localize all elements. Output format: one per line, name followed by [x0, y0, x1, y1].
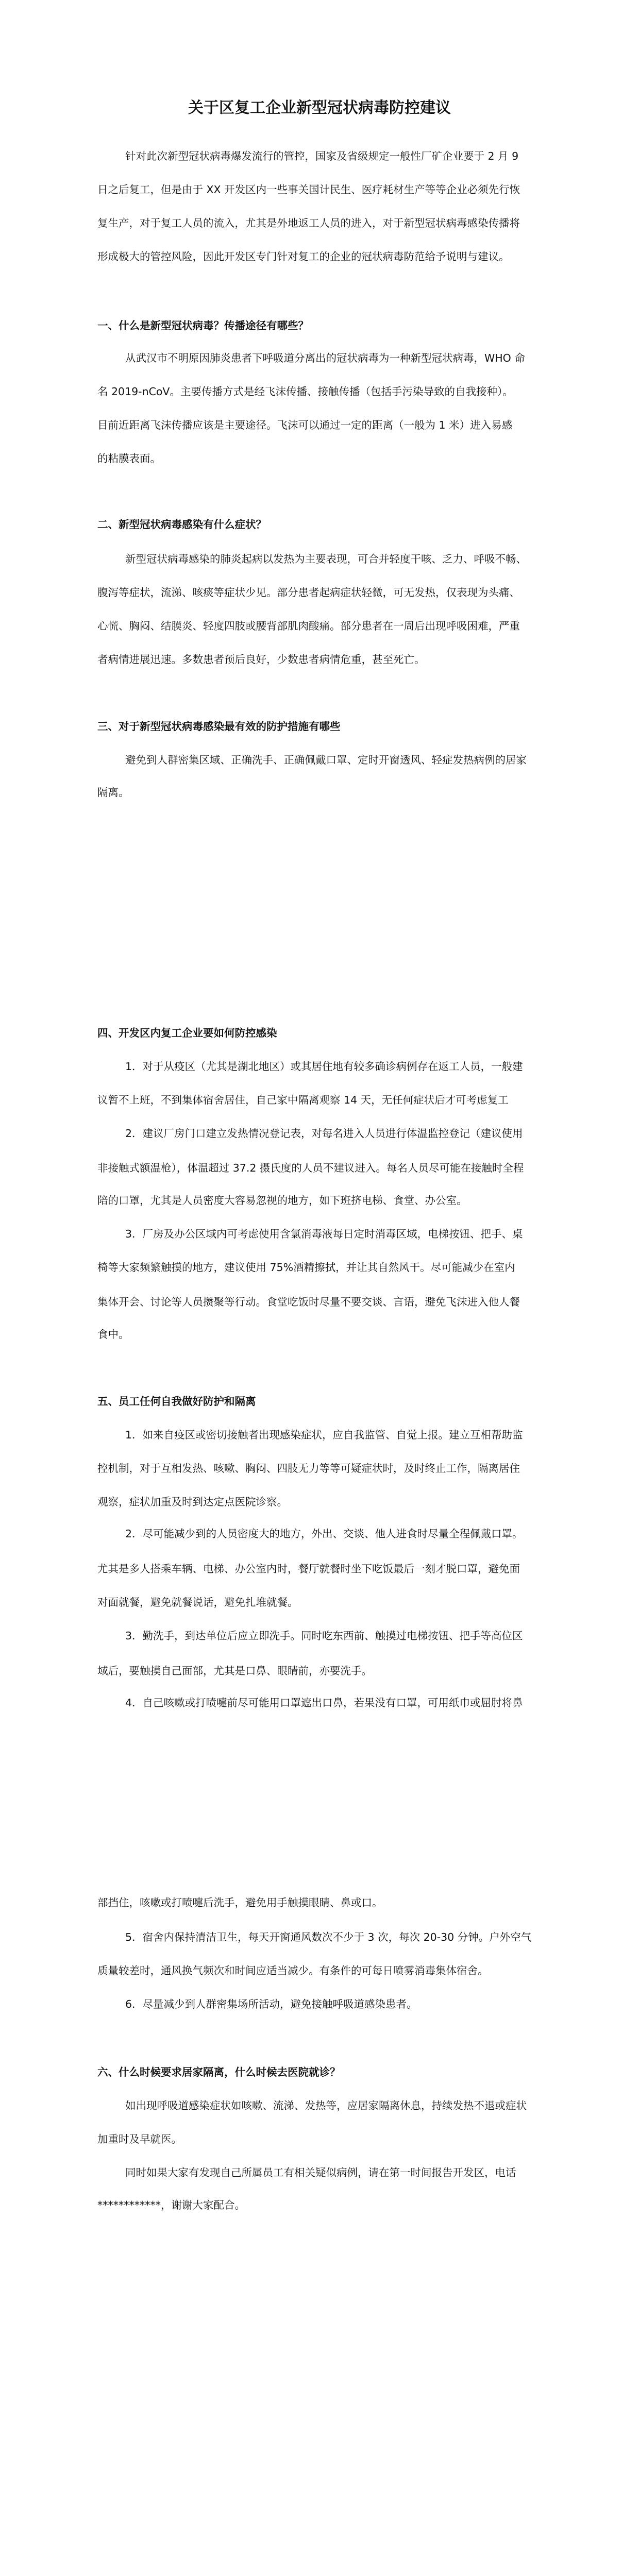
paragraph-line: 如出现呼吸道感染症状如咳嗽、流涕、发热等，应居家隔离休息，持续发热不退或症状 [125, 2099, 527, 2112]
intro-line: 形成极大的管控风险，因此开发区专门针对复工的企业的冠状病毒防范给予说明与建议。 [97, 250, 510, 263]
list-item-line: 6．尽量减少到人群密集场所活动，避免接触呼吸道感染患者。 [125, 1998, 417, 2010]
intro-line: 复生产，对于复工人员的流入，尤其是外地返工人员的进入，对于新型冠状病毒感染传播将 [97, 217, 520, 229]
list-item-line: 3．厂房及办公区域内可考虑使用含氯消毒液每日定时消毒区域，电梯按钮、把手、桌 [125, 1228, 523, 1240]
paragraph-line: 腹泻等症状，流涕、咳痰等症状少见。部分患者起病症状轻微，可无发热，仅表现为头痛、 [97, 586, 520, 599]
list-item-line: 1．对于从疫区（尤其是湖北地区）或其居住地有较多确诊病例存在返工人员，一般建 [125, 1060, 523, 1073]
list-item-line: 4．自己咳嗽或打喷嚏前尽可能用口罩遮出口鼻，若果没有口罩，可用纸巾或屈肘将鼻 [125, 1697, 523, 1709]
list-item-line: 集体开会、讨论等人员攒聚等行动。食堂吃饭时尽量不要交谈、言语，避免飞沫进入他人餐 [97, 1296, 520, 1308]
paragraph-line: 新型冠状病毒感染的肺炎起病以发热为主要表现，可合并轻度干咳、乏力、呼吸不畅、 [125, 553, 527, 565]
section-heading-1: 一、什么是新型冠状病毒？传播途径有哪些？ [97, 319, 309, 332]
list-item-line: 3．勤洗手，到达单位后应立即洗手。同时吃东西前、触摸过电梯按钮、把手等高位区 [125, 1630, 523, 1642]
list-item-line: 1．如来自疫区或密切接触者出现感染症状，应自我监管、自觉上报。建立互相帮助监 [125, 1429, 523, 1441]
document-title: 关于区复工企业新型冠状病毒防控建议 [188, 99, 451, 117]
paragraph-line: 名 2019-nCoV。主要传播方式是经飞沫传播、接触传播（包括手污染导致的自我接种）。 [97, 385, 513, 398]
list-item-line: 观察，症状加重及时到达定点医院诊察。 [97, 1496, 288, 1508]
paragraph-line: 加重时及早就医。 [97, 2133, 182, 2145]
list-item-line: 部挡住，咳嗽或打喷嚏后洗手，避免用手触摸眼睛、鼻或口。 [97, 1896, 383, 1909]
section-heading-6: 六、什么时候要求居家隔离，什么时候去医院就诊？ [97, 2066, 341, 2078]
list-item-line: 议暂不上班，不到集体宿舍居住，自己家中隔离观察 14 天，无任何症状后才可考虑复工 [97, 1094, 509, 1106]
paragraph-line: 目前近距离飞沫传播应该是主要途径。飞沫可以通过一定的距离（一般为 1 米）进入易感 [97, 419, 513, 431]
paragraph-line: 的粘膜表面。 [97, 452, 161, 465]
list-item-line: 质量较差时，通风换气频次和时间应适当减少。有条件的可每日喷雾消毒集体宿舍。 [97, 1964, 489, 1977]
section-heading-3: 三、对于新型冠状病毒感染最有效的防护措施有哪些 [97, 720, 341, 733]
paragraph-line: 者病情进展迅速。多数患者预后良好，少数患者病情危重，甚至死亡。 [97, 653, 425, 666]
list-item-line: 陪的口罩，尤其是人员密度大容易忽视的地方，如下班挤电梯、食堂、办公室。 [97, 1194, 467, 1207]
list-item-line: 域后，要触摸自己面部，尤其是口鼻、眼睛前，亦要洗手。 [97, 1665, 372, 1677]
section-heading-4: 四、开发区内复工企业要如何防控感染 [97, 1027, 277, 1039]
paragraph-line: 同时如果大家有发现自己所属员工有相关疑似病例，请在第一时间报告开发区，电话 [125, 2166, 516, 2179]
paragraph-line: 隔离。 [97, 786, 129, 799]
list-item-line: 2．尽可能减少到的人员密度大的地方，外出、交谈、他人进食时尽量全程佩戴口罩。 [125, 1528, 523, 1540]
paragraph-line: 避免到人群密集区域、正确洗手、正确佩戴口罩、定时开窗透风、轻症发热病例的居家 [125, 754, 527, 766]
section-heading-2: 二、新型冠状病毒感染有什么症状？ [97, 518, 266, 531]
list-item-line: 控机制，对于互相发热、咳嗽、胸闷、四肢无力等等可疑症状时，及时终止工作，隔离居住 [97, 1462, 520, 1475]
list-item-line: 2．建议厂房门口建立发热情况登记表，对每名进入人员进行体温监控登记（建议使用 [125, 1127, 523, 1140]
list-item-line: 5．宿舍内保持清洁卫生，每天开窗通风数次不少于 3 次，每次 20-30 分钟。户外空气 [125, 1931, 532, 1943]
list-item-line: 非接触式额温枪），体温超过 37.2 摄氏度的人员不建议进入。每名人员尽可能在接触时全程 [97, 1162, 524, 1174]
paragraph-line: 从武汉市不明原因肺炎患者下呼吸道分离出的冠状病毒为一种新型冠状病毒，WHO 命 [125, 352, 525, 364]
list-item-line: 椅等大家频繁触摸的地方，建议使用 75%酒精擦拭，并让其自然风干。尽可能减少在室内 [97, 1261, 515, 1274]
paragraph-line: 心慌、胸闷、结膜炎、轻度四肢或腰背部肌肉酸痛。部分患者在一周后出现呼吸困难，严重 [97, 620, 520, 632]
list-item-line: 食中。 [97, 1328, 129, 1341]
intro-line: 针对此次新型冠状病毒爆发流行的管控，国家及省级规定一般性厂矿企业要于 2 月 9 [125, 150, 519, 162]
list-item-line: 对面就餐，避免就餐说话，避免扎堆就餐。 [97, 1596, 298, 1608]
section-heading-5: 五、员工任何自我做好防护和隔离 [97, 1395, 256, 1408]
paragraph-line: ************，谢谢大家配合。 [97, 2199, 245, 2211]
intro-line: 日之后复工，但是由于 XX 开发区内一些事关国计民生、医疗耗材生产等等企业必须先行恢 [97, 183, 520, 196]
list-item-line: 尤其是多人搭乘车辆、电梯、办公室内时，餐厅就餐时坐下吃饭最后一刻才脱口罩，避免面 [97, 1563, 520, 1575]
